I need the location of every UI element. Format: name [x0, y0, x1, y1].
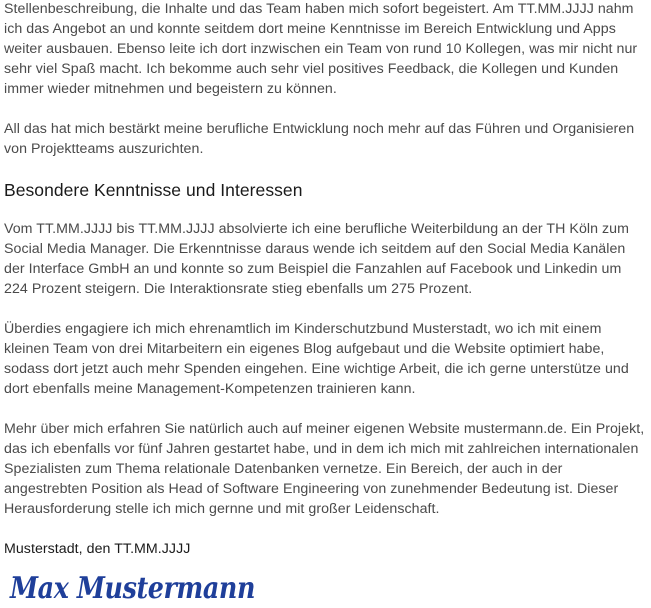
paragraph-spacer [4, 201, 649, 219]
section-paragraph-1: Vom TT.MM.JJJJ bis TT.MM.JJJJ absolvierte ich eine berufliche Weiterbildung an der TH Köln zum Social Media Manager. Die Erkenntnisse daraus wende ich seitdem auf den Social Media Kanälen der Interface GmbH an und konnte so zum Beispiel die Fanzahlen auf Facebook und Linkedin um 224 Prozent steigern. Die Interaktionsrate stieg ebenfalls um 275 Prozent. [4, 221, 629, 297]
section-paragraph-2: Überdies engagiere ich mich ehrenamtlich im Kinderschutzbund Musterstadt, wo ich mit einem kleinen Team von drei Mitarbeitern ein eigenes Blog aufgebaut und die Website optimiert habe, sodass dort jetzt auch mehr Spenden eingehen. Eine wichtige Arbeit, die ich gerne unterstütze und dort ebenfalls meine Management-Kompetenzen trainieren kann. [4, 321, 629, 397]
signature-text: Max Mustermann [9, 571, 255, 606]
closing-place-date: Musterstadt, den TT.MM.JJJJ [4, 541, 191, 557]
section-paragraph-3: Mehr über mich erfahren Sie natürlich auch auf meiner eigenen Website mustermann.de. Ein Projekt, das ich ebenfalls vor fünf Jahren gestartet habe, und in dem ich mich mit zahlreichen internationalen Spezialisten zum Thema relationale Datenbanken vernetze. Ein Bereich, der auch in der angestrebten Position als Head of Software Engineering von zunehmender Bedeutung ist. Dieser Herausforderung stelle ich mich gernne und mit großer Leidenschaft. [4, 421, 645, 517]
paragraph-spacer [4, 299, 649, 319]
handwritten-signature [8, 566, 268, 606]
paragraph-spacer [4, 399, 649, 419]
paragraph-spacer [4, 159, 649, 179]
signature-graphic [8, 566, 268, 606]
paragraph-spacer [4, 519, 649, 539]
cover-letter-body [4, 0, 649, 559]
intro-paragraph-2: All das hat mich bestärkt meine berufliche Entwicklung noch mehr auf das Führen und Organisieren von Projektteams auszurichten. [4, 121, 635, 157]
section-heading: Besondere Kenntnisse und Interessen [4, 180, 303, 200]
intro-paragraph-1: Stellenbeschreibung, die Inhalte und das Team haben mich sofort begeistert. Am TT.MM.JJJJ nahm ich das Angebot an und konnte seitdem dort meine Kenntnisse im Bereich Entwicklung und Apps weiter ausbauen. Ebenso leite ich dort inzwischen ein Team von rund 10 Kollegen, was mir nicht nur sehr viel Spaß macht. Ich bekomme auch sehr viel positives Feedback, die Kollegen und Kunden immer wieder mitnehmen und begeistern zu können. [4, 1, 638, 97]
paragraph-spacer [4, 99, 649, 119]
